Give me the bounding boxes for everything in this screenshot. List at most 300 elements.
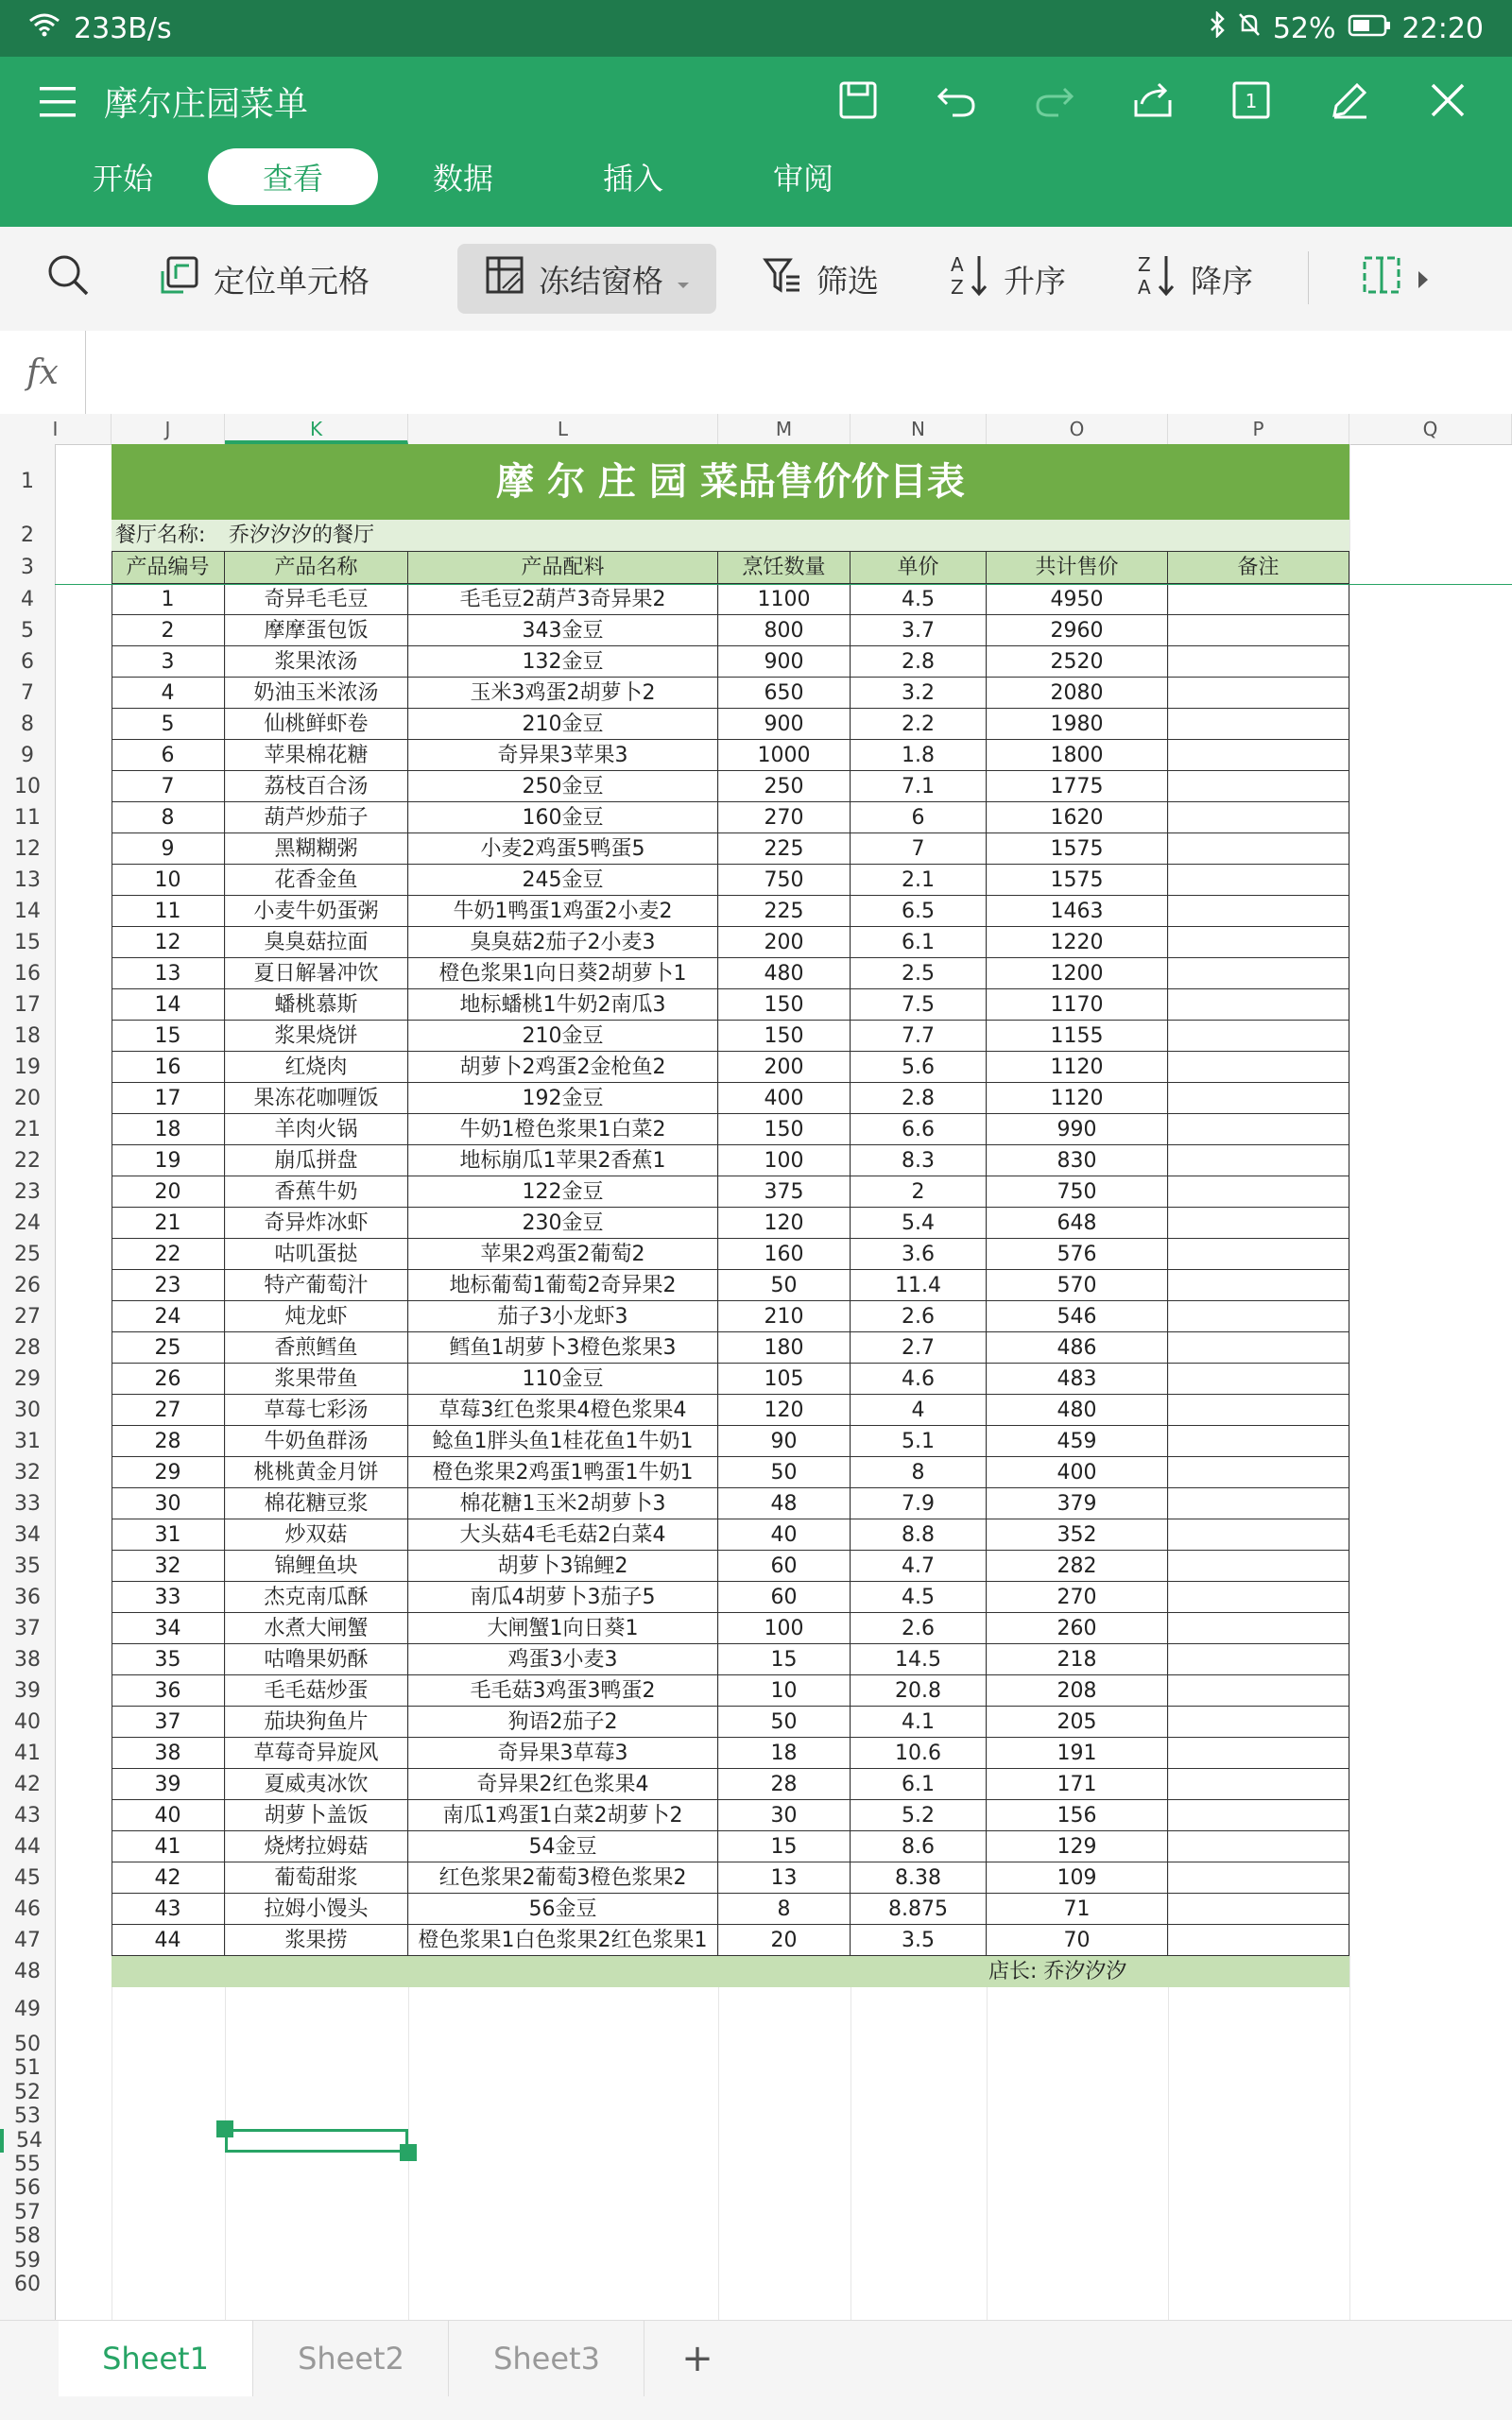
table-cell[interactable]: 4 (850, 1395, 987, 1426)
row-header[interactable]: 55 (14, 2153, 41, 2176)
table-cell[interactable]: 34 (112, 1613, 225, 1644)
table-cell[interactable]: 香煎鳕鱼 (225, 1332, 408, 1364)
table-cell[interactable]: 23 (112, 1270, 225, 1301)
table-cell[interactable]: 炒双菇 (225, 1519, 408, 1551)
table-cell[interactable]: 15 (718, 1644, 850, 1675)
table-cell[interactable]: 蟠桃慕斯 (225, 989, 408, 1021)
table-cell[interactable]: 900 (718, 709, 850, 740)
table-cell[interactable]: 900 (718, 646, 850, 678)
locate-cell-button[interactable] (159, 244, 369, 314)
table-cell[interactable]: 浆果浓汤 (225, 646, 408, 678)
table-cell[interactable]: 260 (987, 1613, 1168, 1644)
table-cell[interactable]: 56金豆 (408, 1894, 718, 1925)
table-cell[interactable]: 483 (987, 1364, 1168, 1395)
row-header[interactable]: 40 (14, 1710, 41, 1734)
table-cell[interactable]: 20 (112, 1176, 225, 1208)
table-cell[interactable]: 33 (112, 1582, 225, 1613)
table-cell[interactable]: 225 (718, 896, 850, 927)
table-cell[interactable]: 7.9 (850, 1488, 987, 1519)
table-cell[interactable]: 24 (112, 1301, 225, 1332)
column-header-m[interactable]: M (718, 414, 850, 444)
table-cell[interactable]: 486 (987, 1332, 1168, 1364)
table-cell[interactable]: 650 (718, 678, 850, 709)
row-header[interactable]: 22 (14, 1149, 41, 1173)
row-header[interactable]: 14 (14, 900, 41, 923)
row-header[interactable]: 43 (14, 1804, 41, 1828)
table-cell[interactable]: 17 (112, 1083, 225, 1114)
table-cell[interactable]: 2.7 (850, 1332, 987, 1364)
row-header[interactable]: 11 (14, 806, 41, 830)
row-header[interactable]: 24 (14, 1211, 41, 1235)
table-cell[interactable]: 44 (112, 1925, 225, 1956)
table-cell[interactable]: 50 (718, 1457, 850, 1488)
row-header[interactable]: 34 (14, 1523, 41, 1547)
table-cell[interactable]: 狗语2茄子2 (408, 1707, 718, 1738)
table-cell[interactable]: 576 (987, 1239, 1168, 1270)
table-cell[interactable]: 19 (112, 1145, 225, 1176)
table-cell[interactable]: 5.4 (850, 1208, 987, 1239)
row-header[interactable]: 42 (14, 1773, 41, 1796)
table-cell[interactable]: 南瓜1鸡蛋1白菜2胡萝卜2 (408, 1800, 718, 1831)
table-cell[interactable]: 225 (718, 833, 850, 865)
row-header[interactable]: 49 (14, 1998, 41, 2021)
table-cell[interactable]: 218 (987, 1644, 1168, 1675)
row-header[interactable]: 46 (14, 1897, 41, 1921)
table-cell[interactable]: 红色浆果2葡萄3橙色浆果2 (408, 1862, 718, 1894)
add-sheet-button[interactable]: + (681, 2337, 713, 2380)
table-cell[interactable]: 5.1 (850, 1426, 987, 1457)
table-cell[interactable]: 28 (718, 1769, 850, 1800)
table-cell[interactable]: 21 (112, 1208, 225, 1239)
row-header[interactable]: 3 (21, 556, 34, 579)
table-cell[interactable]: 16 (112, 1052, 225, 1083)
table-cell[interactable]: 60 (718, 1551, 850, 1582)
table-cell[interactable]: 大闸蟹1向日葵1 (408, 1613, 718, 1644)
table-cell[interactable]: 毛毛菇炒蛋 (225, 1675, 408, 1707)
table-cell[interactable]: 2.6 (850, 1301, 987, 1332)
table-cell[interactable]: 2 (850, 1176, 987, 1208)
close-icon[interactable] (1421, 74, 1474, 127)
selection-handle-top-left[interactable] (216, 2120, 233, 2137)
redo-icon[interactable] (1028, 74, 1081, 127)
row-header[interactable]: 23 (14, 1180, 41, 1204)
column-header-o[interactable]: O (987, 414, 1168, 444)
table-cell[interactable]: 750 (718, 865, 850, 896)
table-cell[interactable]: 26 (112, 1364, 225, 1395)
table-cell[interactable]: 苹果棉花糖 (225, 740, 408, 771)
table-cell[interactable]: 10 (112, 865, 225, 896)
table-cell[interactable]: 6.1 (850, 1769, 987, 1800)
table-cell[interactable]: 花香金鱼 (225, 865, 408, 896)
table-cell[interactable]: 8.8 (850, 1519, 987, 1551)
table-cell[interactable]: 奇异果3苹果3 (408, 740, 718, 771)
table-cell[interactable]: 160 (718, 1239, 850, 1270)
table-cell[interactable]: 54金豆 (408, 1831, 718, 1862)
row-header[interactable]: 21 (14, 1118, 41, 1141)
table-cell[interactable]: 10.6 (850, 1738, 987, 1769)
table-cell[interactable]: 鲶鱼1胖头鱼1桂花鱼1牛奶1 (408, 1426, 718, 1457)
table-cell[interactable]: 129 (987, 1831, 1168, 1862)
table-cell[interactable]: 6.6 (850, 1114, 987, 1145)
table-cell[interactable]: 1.8 (850, 740, 987, 771)
table-cell[interactable]: 480 (718, 958, 850, 989)
row-header[interactable]: 41 (14, 1742, 41, 1765)
table-cell[interactable]: 208 (987, 1675, 1168, 1707)
row-header[interactable]: 27 (14, 1305, 41, 1329)
save-icon[interactable] (832, 74, 885, 127)
table-cell[interactable]: 鳕鱼1胡萝卜3橙色浆果3 (408, 1332, 718, 1364)
menu-icon[interactable] (38, 83, 79, 125)
table-cell[interactable]: 地标崩瓜1苹果2香蕉1 (408, 1145, 718, 1176)
row-header[interactable]: 51 (14, 2056, 41, 2081)
table-cell[interactable]: 臭臭菇2茄子2小麦3 (408, 927, 718, 958)
table-cell[interactable]: 棉花糖豆浆 (225, 1488, 408, 1519)
row-header[interactable]: 4 (21, 588, 34, 611)
table-cell[interactable]: 22 (112, 1239, 225, 1270)
table-cell[interactable]: 崩瓜拼盘 (225, 1145, 408, 1176)
table-cell[interactable]: 杰克南瓜酥 (225, 1582, 408, 1613)
table-cell[interactable]: 3.7 (850, 615, 987, 646)
table-cell[interactable]: 拉姆小馒头 (225, 1894, 408, 1925)
table-cell[interactable]: 夏日解暑冲饮 (225, 958, 408, 989)
row-header[interactable]: 57 (14, 2200, 41, 2224)
table-cell[interactable]: 1 (112, 584, 225, 615)
table-cell[interactable]: 3 (112, 646, 225, 678)
table-cell[interactable]: 葫芦炒茄子 (225, 802, 408, 833)
row-header[interactable]: 60 (14, 2273, 41, 2296)
table-cell[interactable]: 苹果2鸡蛋2葡萄2 (408, 1239, 718, 1270)
table-cell[interactable]: 7 (850, 833, 987, 865)
table-cell[interactable]: 43 (112, 1894, 225, 1925)
table-cell[interactable]: 1775 (987, 771, 1168, 802)
table-cell[interactable]: 12 (112, 927, 225, 958)
table-cell[interactable]: 200 (718, 927, 850, 958)
table-cell[interactable]: 5 (112, 709, 225, 740)
table-cell[interactable]: 10 (718, 1675, 850, 1707)
table-cell[interactable]: 奇异毛毛豆 (225, 584, 408, 615)
table-cell[interactable]: 鸡蛋3小麦3 (408, 1644, 718, 1675)
table-cell[interactable]: 100 (718, 1613, 850, 1644)
table-cell[interactable]: 1463 (987, 896, 1168, 927)
table-cell[interactable]: 105 (718, 1364, 850, 1395)
table-cell[interactable]: 4.7 (850, 1551, 987, 1582)
table-cell[interactable]: 羊肉火锅 (225, 1114, 408, 1145)
tab-data[interactable]: 数据 (432, 161, 493, 197)
table-cell[interactable]: 橙色浆果2鸡蛋1鸭蛋1牛奶1 (408, 1457, 718, 1488)
table-cell[interactable]: 570 (987, 1270, 1168, 1301)
table-cell[interactable]: 109 (987, 1862, 1168, 1894)
table-cell[interactable]: 150 (718, 989, 850, 1021)
table-cell[interactable]: 棉花糖1玉米2胡萝卜3 (408, 1488, 718, 1519)
row-header[interactable]: 26 (14, 1274, 41, 1297)
sheet-tab-3[interactable]: Sheet3 (450, 2321, 644, 2396)
table-cell[interactable]: 小麦2鸡蛋5鸭蛋5 (408, 833, 718, 865)
table-cell[interactable]: 桃桃黄金月饼 (225, 1457, 408, 1488)
table-cell[interactable]: 荔枝百合汤 (225, 771, 408, 802)
tab-start[interactable]: 开始 (92, 161, 153, 197)
row-header[interactable]: 20 (14, 1087, 41, 1110)
table-cell[interactable]: 15 (112, 1021, 225, 1052)
table-cell[interactable]: 奶油玉米浓汤 (225, 678, 408, 709)
table-cell[interactable]: 9 (112, 833, 225, 865)
table-cell[interactable]: 4 (112, 678, 225, 709)
table-cell[interactable]: 1100 (718, 584, 850, 615)
table-cell[interactable]: 120 (718, 1395, 850, 1426)
table-cell[interactable]: 南瓜4胡萝卜3茄子5 (408, 1582, 718, 1613)
filter-button[interactable] (762, 244, 879, 314)
table-cell[interactable]: 1980 (987, 709, 1168, 740)
row-header[interactable]: 7 (21, 681, 34, 705)
table-cell[interactable]: 摩摩蛋包饭 (225, 615, 408, 646)
row-header[interactable]: 36 (14, 1586, 41, 1609)
table-cell[interactable]: 4950 (987, 584, 1168, 615)
sheet-tab-2[interactable]: Sheet2 (254, 2321, 449, 2396)
row-header[interactable]: 17 (14, 993, 41, 1017)
table-cell[interactable]: 草莓3红色浆果4橙色浆果4 (408, 1395, 718, 1426)
table-cell[interactable]: 379 (987, 1488, 1168, 1519)
row-header[interactable]: 52 (14, 2080, 41, 2104)
row-header[interactable]: 58 (14, 2224, 41, 2249)
table-cell[interactable]: 8.3 (850, 1145, 987, 1176)
table-cell[interactable]: 1220 (987, 927, 1168, 958)
selected-cell[interactable] (225, 2129, 408, 2153)
table-cell[interactable]: 6 (112, 740, 225, 771)
table-cell[interactable]: 2.6 (850, 1613, 987, 1644)
table-cell[interactable]: 100 (718, 1145, 850, 1176)
table-cell[interactable]: 8.875 (850, 1894, 987, 1925)
table-cell[interactable]: 咕噜果奶酥 (225, 1644, 408, 1675)
table-cell[interactable]: 14 (112, 989, 225, 1021)
table-cell[interactable]: 40 (718, 1519, 850, 1551)
table-cell[interactable]: 果冻花咖喱饭 (225, 1083, 408, 1114)
table-cell[interactable]: 2.8 (850, 1083, 987, 1114)
table-cell[interactable]: 2520 (987, 646, 1168, 678)
row-header[interactable]: 48 (14, 1960, 41, 1983)
table-cell[interactable]: 70 (987, 1925, 1168, 1956)
column-header-p[interactable]: P (1168, 414, 1349, 444)
table-cell[interactable]: 282 (987, 1551, 1168, 1582)
table-cell[interactable]: 胡萝卜3锦鲤2 (408, 1551, 718, 1582)
table-cell[interactable]: 葡萄甜浆 (225, 1862, 408, 1894)
table-cell[interactable]: 18 (112, 1114, 225, 1145)
table-cell[interactable]: 41 (112, 1831, 225, 1862)
table-cell[interactable]: 110金豆 (408, 1364, 718, 1395)
table-cell[interactable]: 71 (987, 1894, 1168, 1925)
table-cell[interactable]: 60 (718, 1582, 850, 1613)
table-cell[interactable]: 1575 (987, 833, 1168, 865)
row-header[interactable]: 39 (14, 1679, 41, 1703)
table-cell[interactable]: 3.6 (850, 1239, 987, 1270)
table-cell[interactable]: 1800 (987, 740, 1168, 771)
table-cell[interactable]: 546 (987, 1301, 1168, 1332)
table-cell[interactable]: 奇异果2红色浆果4 (408, 1769, 718, 1800)
table-cell[interactable]: 29 (112, 1457, 225, 1488)
table-cell[interactable]: 6.1 (850, 927, 987, 958)
table-cell[interactable]: 胡萝卜2鸡蛋2金枪鱼2 (408, 1052, 718, 1083)
row-header[interactable]: 16 (14, 962, 41, 986)
table-cell[interactable]: 8.6 (850, 1831, 987, 1862)
table-cell[interactable]: 奇异炸冰虾 (225, 1208, 408, 1239)
table-cell[interactable]: 210金豆 (408, 709, 718, 740)
row-header[interactable]: 28 (14, 1336, 41, 1360)
column-header-k[interactable]: K (225, 414, 408, 444)
table-cell[interactable]: 草莓七彩汤 (225, 1395, 408, 1426)
table-cell[interactable]: 1120 (987, 1083, 1168, 1114)
table-cell[interactable]: 烧烤拉姆菇 (225, 1831, 408, 1862)
table-cell[interactable]: 50 (718, 1270, 850, 1301)
table-cell[interactable]: 191 (987, 1738, 1168, 1769)
table-cell[interactable]: 橙色浆果1白色浆果2红色浆果1 (408, 1925, 718, 1956)
table-cell[interactable]: 50 (718, 1707, 850, 1738)
column-header-q[interactable]: Q (1349, 414, 1512, 444)
row-header[interactable]: 47 (14, 1929, 41, 1952)
table-cell[interactable]: 400 (987, 1457, 1168, 1488)
table-cell[interactable]: 浆果带鱼 (225, 1364, 408, 1395)
table-cell[interactable]: 28 (112, 1426, 225, 1457)
table-cell[interactable]: 8 (718, 1894, 850, 1925)
table-cell[interactable]: 4.1 (850, 1707, 987, 1738)
spreadsheet-grid[interactable] (55, 444, 1512, 2320)
row-header[interactable]: 29 (14, 1367, 41, 1391)
table-cell[interactable]: 122金豆 (408, 1176, 718, 1208)
row-header[interactable]: 45 (14, 1866, 41, 1890)
table-cell[interactable]: 250金豆 (408, 771, 718, 802)
column-header-j[interactable]: J (112, 414, 225, 444)
table-cell[interactable]: 13 (112, 958, 225, 989)
table-cell[interactable]: 特产葡萄汁 (225, 1270, 408, 1301)
tab-review[interactable]: 审阅 (772, 161, 833, 197)
row-header[interactable]: 53 (14, 2104, 41, 2129)
table-cell[interactable]: 830 (987, 1145, 1168, 1176)
table-cell[interactable]: 小麦牛奶蛋粥 (225, 896, 408, 927)
column-header-l[interactable]: L (408, 414, 718, 444)
table-cell[interactable]: 210金豆 (408, 1021, 718, 1052)
search-button[interactable] (45, 244, 91, 314)
table-cell[interactable]: 15 (718, 1831, 850, 1862)
row-header[interactable]: 31 (14, 1430, 41, 1453)
table-cell[interactable]: 地标蟠桃1牛奶2南瓜3 (408, 989, 718, 1021)
table-cell[interactable]: 648 (987, 1208, 1168, 1239)
table-cell[interactable]: 水煮大闸蟹 (225, 1613, 408, 1644)
table-cell[interactable]: 11 (112, 896, 225, 927)
undo-icon[interactable] (930, 74, 983, 127)
row-header[interactable]: 50 (14, 2033, 41, 2056)
table-cell[interactable]: 480 (987, 1395, 1168, 1426)
table-cell[interactable]: 草莓奇异旋风 (225, 1738, 408, 1769)
row-header[interactable]: 56 (14, 2176, 41, 2201)
table-cell[interactable]: 黑糊糊粥 (225, 833, 408, 865)
row-header[interactable]: 35 (14, 1554, 41, 1578)
table-cell[interactable]: 4.5 (850, 1582, 987, 1613)
row-header[interactable]: 15 (14, 931, 41, 954)
table-cell[interactable]: 990 (987, 1114, 1168, 1145)
row-header[interactable]: 30 (14, 1399, 41, 1422)
table-cell[interactable]: 5.2 (850, 1800, 987, 1831)
table-cell[interactable]: 42 (112, 1862, 225, 1894)
table-cell[interactable]: 20 (718, 1925, 850, 1956)
table-cell[interactable]: 大头菇4毛毛菇2白菜4 (408, 1519, 718, 1551)
table-cell[interactable]: 250 (718, 771, 850, 802)
table-cell[interactable]: 8 (850, 1457, 987, 1488)
row-header[interactable]: 18 (14, 1024, 41, 1048)
row-header[interactable]: 59 (14, 2248, 41, 2273)
row-header[interactable]: 25 (14, 1243, 41, 1266)
table-cell[interactable]: 1620 (987, 802, 1168, 833)
sort-ascending-button[interactable] (949, 244, 1066, 314)
table-cell[interactable]: 1575 (987, 865, 1168, 896)
table-cell[interactable]: 3.2 (850, 678, 987, 709)
row-header[interactable]: 54 (0, 2129, 55, 2153)
table-cell[interactable]: 38 (112, 1738, 225, 1769)
table-cell[interactable]: 浆果捞 (225, 1925, 408, 1956)
table-cell[interactable]: 4.5 (850, 584, 987, 615)
row-header[interactable]: 33 (14, 1492, 41, 1516)
table-cell[interactable]: 750 (987, 1176, 1168, 1208)
share-icon[interactable] (1126, 74, 1179, 127)
freeze-panes-button[interactable] (457, 244, 716, 314)
table-cell[interactable]: 毛毛豆2葫芦3奇异果2 (408, 584, 718, 615)
table-cell[interactable]: 343金豆 (408, 615, 718, 646)
table-cell[interactable]: 2.5 (850, 958, 987, 989)
table-cell[interactable]: 奇异果3草莓3 (408, 1738, 718, 1769)
sort-descending-button[interactable] (1136, 244, 1253, 314)
row-header[interactable]: 10 (14, 775, 41, 798)
row-header[interactable]: 38 (14, 1648, 41, 1672)
table-cell[interactable]: 18 (718, 1738, 850, 1769)
table-cell[interactable]: 132金豆 (408, 646, 718, 678)
row-header[interactable]: 32 (14, 1461, 41, 1485)
table-cell[interactable]: 4.6 (850, 1364, 987, 1395)
table-cell[interactable]: 200 (718, 1052, 850, 1083)
table-cell[interactable]: 炖龙虾 (225, 1301, 408, 1332)
table-cell[interactable]: 150 (718, 1114, 850, 1145)
table-cell[interactable]: 1200 (987, 958, 1168, 989)
table-cell[interactable]: 胡萝卜盖饭 (225, 1800, 408, 1831)
table-cell[interactable]: 7 (112, 771, 225, 802)
table-cell[interactable]: 800 (718, 615, 850, 646)
table-cell[interactable]: 205 (987, 1707, 1168, 1738)
row-header[interactable]: 1 (21, 470, 34, 493)
table-cell[interactable]: 6.5 (850, 896, 987, 927)
column-header-i[interactable]: I (0, 414, 112, 444)
table-cell[interactable]: 5.6 (850, 1052, 987, 1083)
column-header-n[interactable]: N (850, 414, 987, 444)
table-cell[interactable]: 25 (112, 1332, 225, 1364)
table-cell[interactable]: 3.5 (850, 1925, 987, 1956)
table-cell[interactable]: 2.8 (850, 646, 987, 678)
chevron-right-icon[interactable] (1416, 261, 1431, 298)
table-cell[interactable]: 1170 (987, 989, 1168, 1021)
table-cell[interactable]: 香蕉牛奶 (225, 1176, 408, 1208)
table-cell[interactable]: 150 (718, 1021, 850, 1052)
tab-view[interactable]: 查看 (208, 148, 378, 205)
table-cell[interactable]: 270 (987, 1582, 1168, 1613)
row-header[interactable]: 6 (21, 650, 34, 674)
table-cell[interactable]: 2 (112, 615, 225, 646)
table-cell[interactable]: 11.4 (850, 1270, 987, 1301)
table-cell[interactable]: 8 (112, 802, 225, 833)
table-cell[interactable]: 橙色浆果1向日葵2胡萝卜1 (408, 958, 718, 989)
table-cell[interactable]: 牛奶鱼群汤 (225, 1426, 408, 1457)
table-cell[interactable]: 7.5 (850, 989, 987, 1021)
row-header[interactable]: 37 (14, 1617, 41, 1640)
table-cell[interactable]: 咕叽蛋挞 (225, 1239, 408, 1270)
more-tools-button[interactable] (1361, 244, 1431, 314)
table-cell[interactable]: 臭臭菇拉面 (225, 927, 408, 958)
table-cell[interactable]: 玉米3鸡蛋2胡萝卜2 (408, 678, 718, 709)
selection-handle-bottom-right[interactable] (400, 2144, 417, 2161)
table-cell[interactable]: 36 (112, 1675, 225, 1707)
